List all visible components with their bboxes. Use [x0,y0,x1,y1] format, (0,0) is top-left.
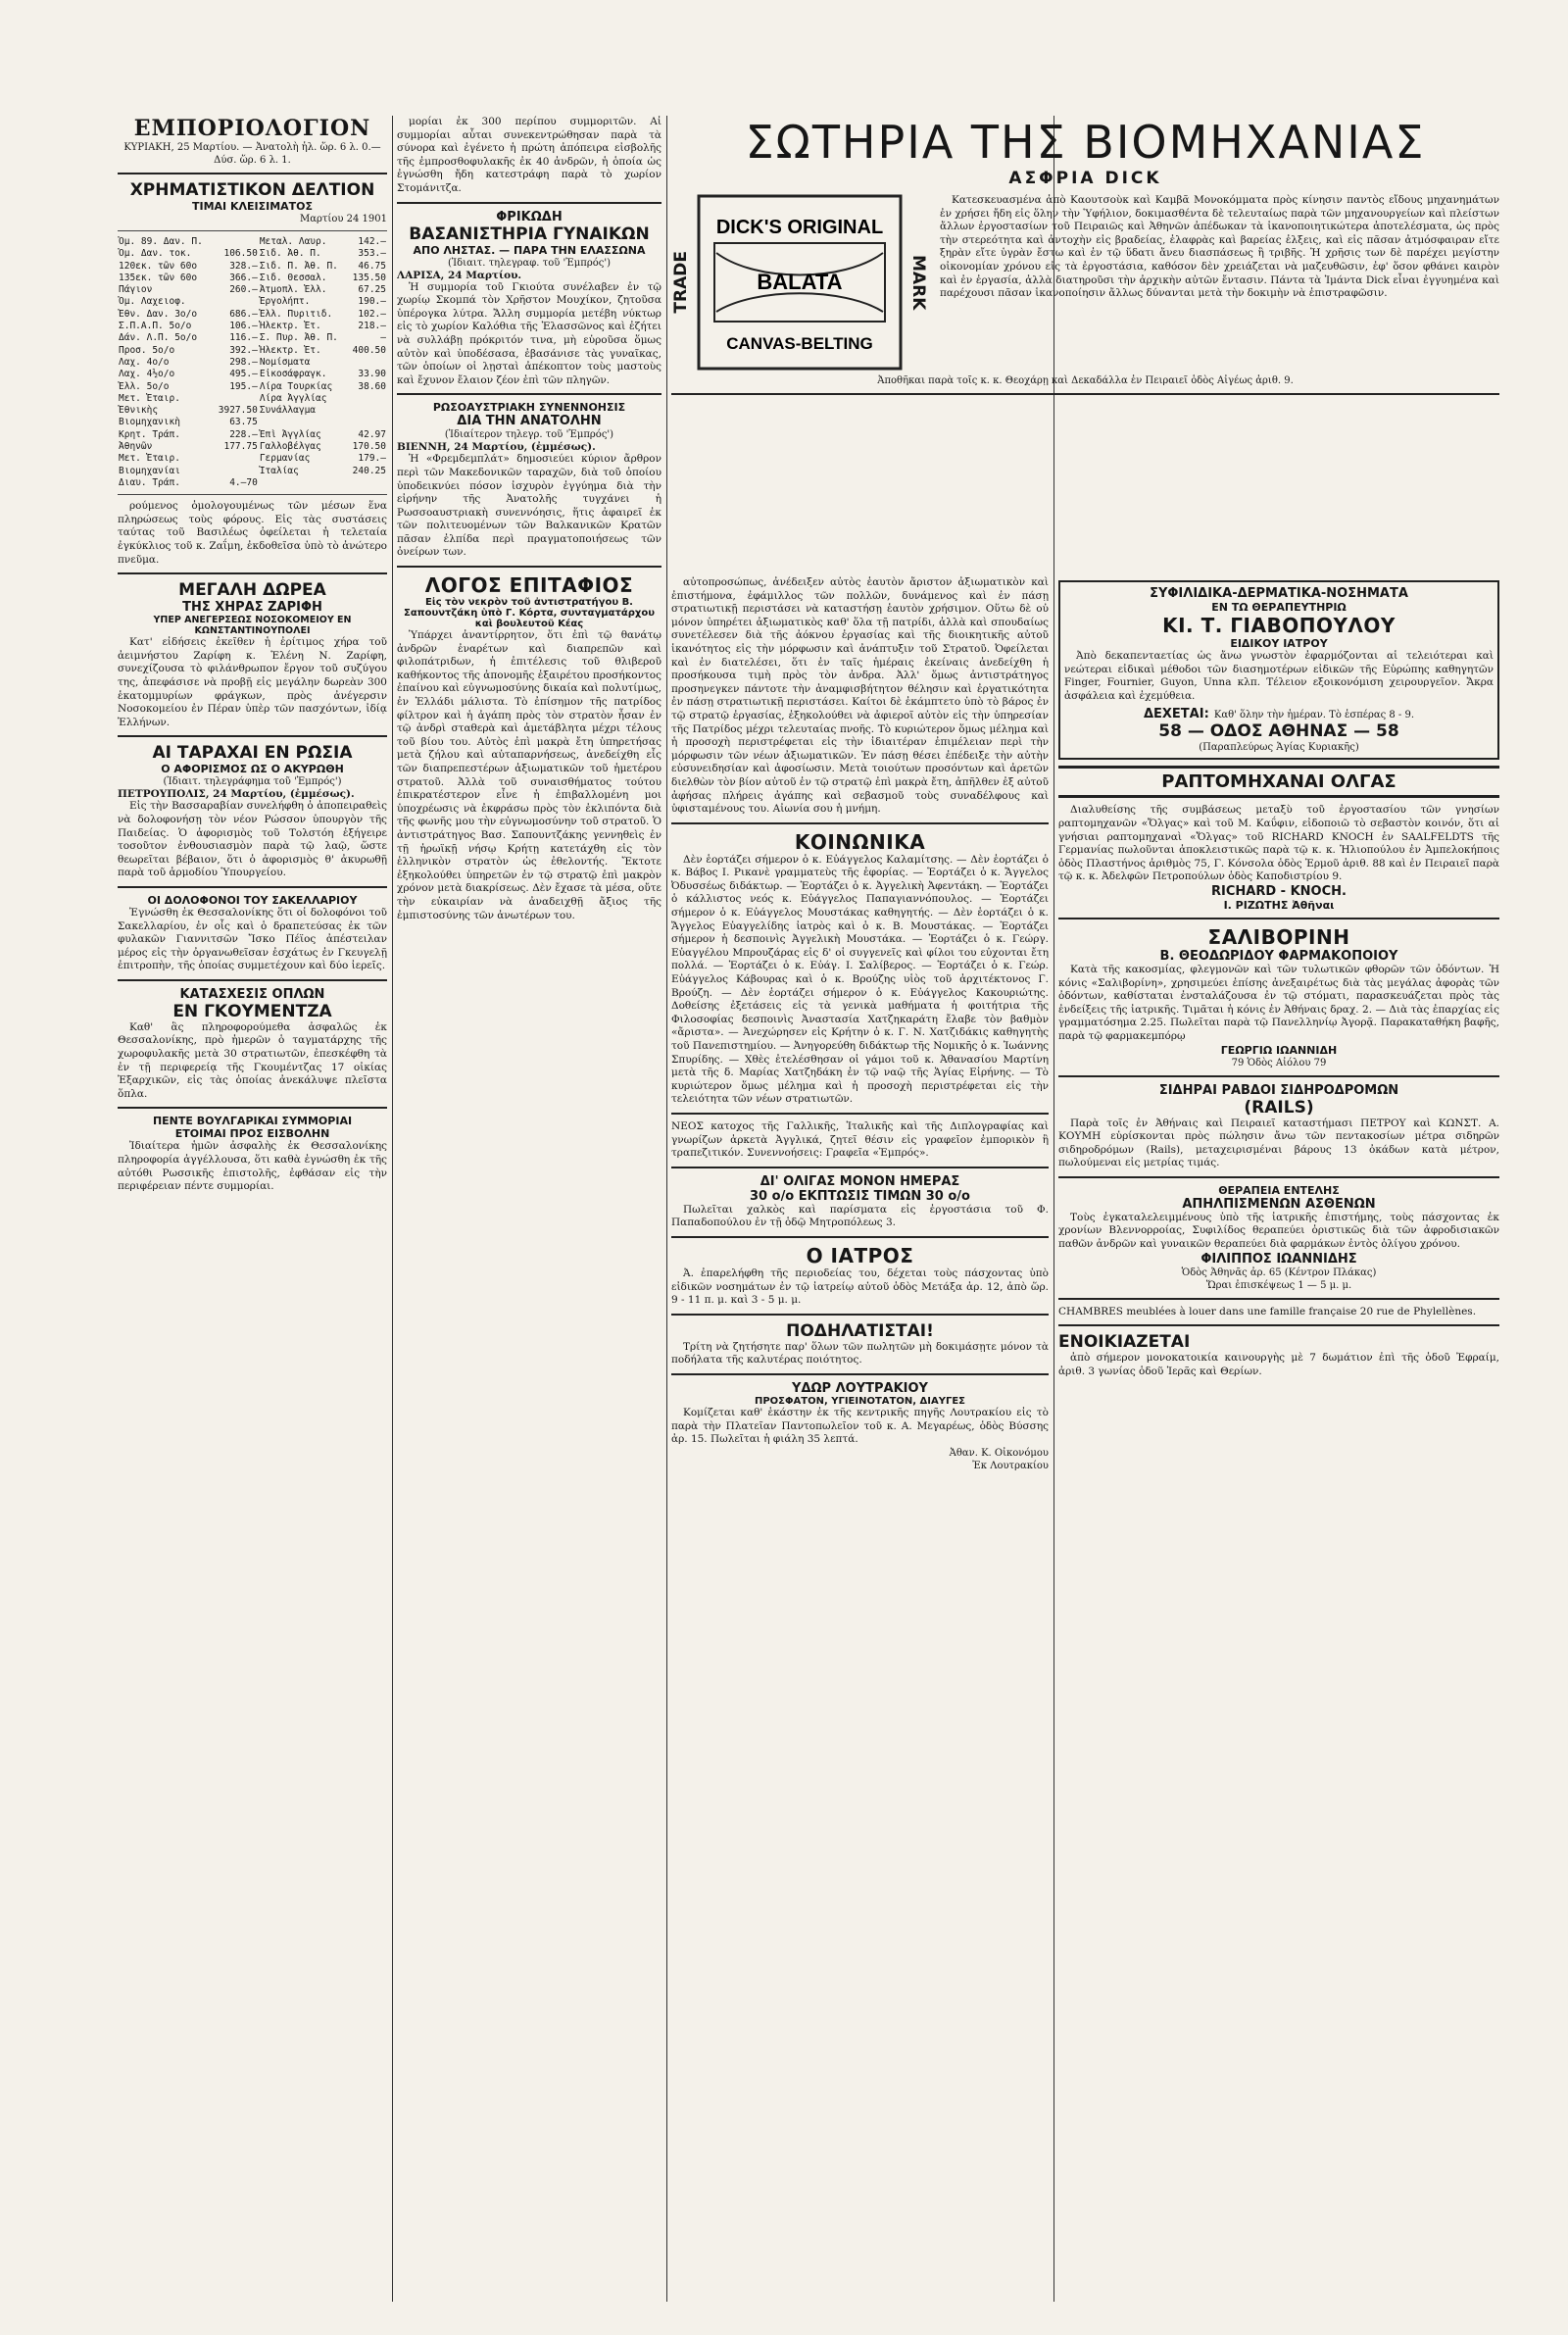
therapeia-hours: Ὥραι ἐπισκέψεως 1 — 5 μ. μ. [1205,1279,1352,1291]
market-row [118,357,387,369]
florodi-title: ΒΑΣΑΝΙΣΤΗΡΙΑ ΓΥΝΑΙΚΩΝ [409,224,650,244]
banner-title: ΣΩΤΗΡΙΑ ΤΗΣ ΒΙΟΜΗΧΑΝΙΑΣ [745,116,1426,169]
market-value [213,236,259,248]
column-3 [671,576,1049,2302]
market-label: 135εκ. τῶν 60ο [119,272,198,283]
market-value: — [380,332,386,344]
market-row [118,273,387,284]
rails-title: ΣΙΔΗΡΑΙ ΡΑΒΔΟΙ ΣΙΔΗΡΟΔΡΟΜΩΝ [1158,1082,1399,1098]
fylax-title: ΣΥΦΙΛΙΔΙΚΑ-ΔΕΡΜΑΤΙΚΑ-ΝΟΣΗΜΑΤΑ [1150,586,1408,601]
market-label: Ἑλλ. Πυριτιδ. [259,308,333,320]
russia-title: ΑΙ ΤΑΡΑΧΑΙ ΕΝ ΡΩΣΙΑ [152,743,353,764]
market-label: Ἐθν. Δαν. 3ο/ο [119,308,198,320]
market-value: 106.— [229,321,258,332]
market-value: 218.— [358,321,386,332]
bulgar-body: Ἰδιαίτερα ἡμῶν ἀσφαλὴς ἐκ Θεσσαλονίκης πληροφορία ἀγγέλλουσα, ὅτι καθὰ ἐγνώσθη ἐκ τῆς αὐτόθι Ρωσσικῆς ἐπιστολῆς, ἐφθάσαν εἰς τὴν περιφέρειαν πέντε συμμορίαι. [118,1140,387,1193]
trade-mark-right: MARK [908,254,928,311]
dorea-title: ΜΕΓΑΛΗ ΔΩΡΕΑ [178,580,326,601]
dick-logo-icon [697,194,903,371]
market-value: 106.50 [223,248,258,260]
market-label: Ἰταλίας [259,465,299,476]
koinonika-title: ΚΟΙΝΩΝΙΚΑ [794,829,926,854]
market-row [118,345,387,357]
market-row [118,321,387,332]
market-value [213,393,259,405]
market-row [118,441,387,453]
market-value: 4.—70 [229,476,258,488]
logos-body: Ὑπάρχει ἀναντίρρητον, ὅτι ἐπὶ τῷ θανάτῳ ἀνδρῶν ἐναρέτων καὶ διαπρεπῶν καὶ φιλοπάτριδων, ἡ ἐπιτέλεσις τοῦ θλιβεροῦ καθήκοντος τῆς ἀπονομῆς ἐξαιρέτου προσήκοντος ἐπαίνου καὶ εὐγνωμοσύνης δικαία καὶ πολυτίμως, ἐν Ἑλλάδι μάλιστα. Τὸ ἐπίσημον τῆς πατρίδος φίλτρον καὶ ἡ ἀγάπη πρὸς τὸν στρατὸν ἦσαν ἐν τῷ ἀνδρὶ σταθερὰ καὶ ἀμετάβλητα μέχρι τέλους τοῦ βίου του. Αὐτὸς ἐπὶ μακρὰ ἔτη ὑπηρετήσας μετὰ ζήλου καὶ αὐταπαρνήσεως, ἀνεδείχθη εἷς τῶν διαπρεπεστέρων ἀξιωματικῶν τοῦ ἡμετέρου στρατοῦ. Ἀλλὰ τοῦ συναισθήματος τούτου ἐπικρατέστερον εἶνε ἡ ἐπιβαλλομένη μοι ὑποχρέωσις νὰ ἐκφράσω πρὸς τὸν ἐκλιπόντα διὰ τῆς φωνῆς μου τὴν εὐγνωμοσύνην τοῦ στρατοῦ. Ὁ ἀντιστράτηγος Βασ. Σαπουντζάκης γεννηθεὶς ἐν τῇ ἡρωϊκῇ νήσῳ Κρήτῃ κατετάχθη εἰς τὸν ἑλληνικὸν στρατὸν ὡς ἐθελοντής. Ἔκτοτε ἐξηκολούθει ὑπηρετῶν ἐν τῷ στρατῷ ἐπὶ μακρὸν χρόνον μετὰ διακρίσεως. Δὲν ἔχασε τὰ μέσα, οὔτε τὴν εὐκαιρίαν νὰ ἀναδειχθῇ ἄξιος τῆς ἐμπιστοσύνης τῶν ἀνωτέρων του. [397,629,662,921]
market-label: 120εκ. τῶν 60ο [119,260,198,272]
market-row [118,296,387,308]
market-label: Συνάλλαγμα [259,405,317,417]
market-date: Μαρτίου 24 1901 [300,214,387,224]
market-table [118,236,387,489]
therapeia-title: ΘΕΡΑΠΕΙΑ ΕΝΤΕΛΗΣ [1218,1183,1340,1197]
market-value [348,393,387,405]
salivorini-address: 79 Ὁδὸς Αἰόλου 79 [1231,1057,1327,1068]
therapeia-subtitle: ΑΠΗΛΠΙΣΜΕΝΩΝ ΑΣΘΕΝΩΝ [1182,1196,1376,1212]
banner-subtitle: ΑΣΦΡΙΑ DICK [1008,169,1162,188]
market-value [348,357,387,369]
market-value: 495.— [229,369,258,380]
market-value: 42.97 [358,428,386,440]
florodi-body: Ἡ συμμορία τοῦ Γκιούτα συνέλαβεν ἐν τῷ χωρίῳ Σκομπά τὸν Χρῆστον Μουχίκον, ζητοῦσα ὑπέρογκα λύτρα. Ἄλλη συμμορία μετέβη νύκτωρ εἰς τὸ χωρίον Καλόθια τῆς Ἐλασσῶνος καὶ ἐζήτει νὰ συλλάβῃ πρόκριτόν τινα, μὴ εὑροῦσα ὅμως αὐτὸν καὶ ὑποδέσασα, ἐβασάνισε τὰς γυναῖκας, τῶν ὁποίων οἱ λῃσταὶ ἀπέκοπτον τοὺς μαστοὺς καὶ ἔχυνον ἔλαιον ζέον ἐπὶ τῶν πληγῶν. [397,280,662,386]
column-1 [118,116,387,2302]
loutrakiou-subtitle: ΠΡΟΣΦΑΤΟΝ, ΥΓΙΕΙΝΟΤΑΤΟΝ, ΔΙΑΥΓΕΣ [754,1395,965,1407]
logos-title: ΛΟΓΟΣ ΕΠΙΤΑΦΙΟΣ [424,573,634,598]
rossia-intro: (Ἰδιαίτερον τηλεγρ. τοῦ 'Ἐμπρός') [444,429,614,441]
market-value: 116.— [229,332,258,344]
market-value: 179.— [358,453,386,465]
market-label: Ὁμ. 89. Δαν. Π. [119,236,203,247]
loutrakiou-signature-sub: Ἐκ Λουτρακίου [972,1460,1049,1471]
dorea-head: ΥΠΕΡ ΑΝΕΓΕΡΣΕΩΣ ΝΟΣΟΚΟΜΕΙΟΥ ΕΝ ΚΩΝΣΤΑΝΤΙΝΟΥΠΟΛΕΙ [153,615,352,637]
market-label: Μεταλ. Λαυρ. [259,236,327,247]
market-label [259,477,348,489]
market-label: Ἀτμοπλ. Ἑλλ. [259,284,327,296]
intro-text: μορίαι ἐκ 300 περίπου συμμοριτῶν. Αἱ συμμορίαι αὗται συνεκεντρώθησαν παρὰ τὰ σύνορα καὶ ἐγένετο ἡ πρώτη ἀπόπειρα εἰσβολῆς τῆς ἐμπροσθοφυλακῆς ἐκ 40 ἀνδρῶν, ἡ ὁποία ὡς ἐγνώσθη ἤδη κατεστράφη παρὰ τὸ χωρίον Στομάνιτζα. [397,116,662,194]
rossia-subtitle: ΔΙΑ ΤΗΝ ΑΝΑΤΟΛΗΝ [457,414,602,429]
dorea-subtitle: ΤΗΣ ΧΗΡΑΣ ΖΑΡΙΦΗ [182,600,322,616]
oligas-subtitle: 30 ο/ο ΕΚΠΤΩΣΙΣ ΤΙΜΩΝ 30 ο/ο [750,1188,970,1204]
salivorini-body: Κατὰ τῆς κακοσμίας, φλεγμονῶν καὶ τῶν τυλωτικῶν φθορῶν τῶν ὀδόντων. Ἡ κόνις «Σαλιβορίνη», χρησιμεύει ἐπίσης ἀνεξαιρέτως διὰ τὰς μεγάλας ἀφορὰς τῶν ὀδόντων, καθίσταται ἐνσταλάζουσα ἐν τῷ στόματι, παρασκευάζεται πρὸς τὰς ἐνδείξεις τῆς ἰατρικῆς. Τιμᾶται ἡ κόνις ἐν Ἀθήναις δραχ. 2. — Διὰ τὰς ἐπαρχίας εἰς γραμματόσημα 2.25. Πωλεῖται παρὰ τῷ Πανελληνίῳ Ἀγορᾷ. Παρακαταθήκη βαφῆς, παρὰ τῷ φαρμακεμπόρῳ [1058,963,1499,1042]
market-value: 142.— [358,236,386,247]
market-row [118,466,387,477]
rossia-body: Ἡ «Φρεμδεμπλάτ» δημοσιεύει κύριον ἄρθρον περὶ τῶν Μακεδονικῶν ταραχῶν, διὰ τοῦ ὁποίου ὑποδεικνύει πόσον ἰσχυρὸν ἐγγύημα διὰ τὴν εἰρήνην τῆς Ἀνατολῆς τυγχάνει ἡ Ρωσσοαυστριακὴ συνεννόησις, ἥτις ἀφαιρεῖ ἐκ τῶν πολιτευομένων τῶν Βαλκανικῶν Κρατῶν πᾶσαν ἐλπίδα περὶ πραγματοποιήσεως τῶν ὀνείρων των. [397,453,662,559]
market-title: ΧΡΗΜΑΤΙΣΤΙΚΟΝ ΔΕΛΤΙΟΝ [129,180,375,200]
weapons-title: ΚΑΤΑΣΧΕΣΙΣ ΟΠΛΩΝ [179,986,325,1002]
market-label: Γερμανίας [259,453,311,465]
sakellari-title: ΟΙ ΔΟΛΟΦΟΝΟΙ ΤΟΥ ΣΑΚΕΛΛΑΡΙΟΥ [147,893,358,907]
therapeia-name: ΦΙΛΙΠΠΟΣ ΙΩΑΝΝΙΔΗΣ [1200,1251,1357,1267]
raptomichanai-agent: Ι. ΡΙΖΩΤΗΣ Ἀθῆναι [1223,898,1335,912]
fylax-address: 58 — ΟΔΟΣ ΑΘΗΝΑΣ — 58 [1158,721,1399,742]
market-label: Δάν. Λ.Π. 5ο/ο [119,332,198,344]
loutrakiou-body: Κομίζεται καθ' ἑκάστην ἐκ τῆς κεντρικῆς πηγῆς Λουτρακίου εἰς τὸ παρὰ τὴν Πλατεῖαν Παντοπωλεῖον τοῦ κ. Α. Μεγαρέως, ὁδὸς Βύσσης ἀρ. 15. Πωλεῖται ἡ φιάλη 35 λεπτά. [671,1406,1049,1446]
russia-dateline: ΠΕΤΡΟΥΠΟΛΙΣ, 24 Μαρτίου, (ἐμμέσως). [118,788,355,801]
rossia-title: ΡΩΣΟΑΥΣΤΡΙΑΚΗ ΣΥΝΕΝΝΟΗΣΙΣ [432,401,626,415]
florodi-subtitle: ΑΠΟ ΛΗΣΤΑΣ. — ΠΑΡΑ ΤΗΝ ΕΛΑΣΣΩΝΑ [413,243,646,257]
column-4 [1058,576,1499,2302]
market-row [118,332,387,344]
oligas-body: Πωλεῖται χαλκὸς καὶ παρίσματα εἰς ἐργοστάσια τοῦ Φ. Παπαδοπούλου ἐν τῇ ὁδῷ Μητροπόλεως 3. [671,1203,1049,1229]
market-label: Λίρα Τουρκίας [259,380,333,392]
market-row [118,284,387,296]
russia-subtitle: Ο ΑΦΟΡΙΣΜΟΣ ΩΣ Ο ΑΚΥΡΩΘΗ [161,763,344,776]
market-value: 392.— [229,344,258,356]
market-value [348,405,387,417]
market-value: 46.75 [358,260,386,272]
logos-subtitle: Εἰς τὸν νεκρὸν τοῦ ἀντιστρατήγου Β. Σαπουντζάκη ὑπὸ Γ. Κόρτα, συνταγματάρχου καὶ βουλευτοῦ Κέας [403,597,655,630]
market-value: 328.— [229,260,258,272]
market-label: Μετ. Ἑταιρ. [119,392,180,404]
column-rule [666,116,667,2302]
dorea-body: Κατ' εἰδήσεις ἐκεῖθεν ἡ ἐρίτιμος χήρα τοῦ ἀειμνήστου Ζαρίφη κ. Ἑλένη Ν. Ζαρίφη, συνεχίζουσα τὸ φιλάνθρωπον ἔργον τοῦ συζύγου της, ἀπεφάσισε νὰ προβῇ εἰς μεγάλην δωρεὰν 300 ἑκατομμυρίων φράγκων, πρὸς ἀνέγερσιν Νοσοκομείου ἐν Πέραν ὑπὲρ τῶν πασχόντων, ἰδίᾳ Ἑλλήνων. [118,636,387,728]
podilatistai-title: ΠΟΔΗΛΑΤΙΣΤΑΙ! [786,1320,934,1341]
market-value [348,417,387,428]
fylax-subtitle: ΕΝ ΤΩ ΘΕΡΑΠΕΥΤΗΡΙΩ [1211,601,1347,614]
market-label: Σιδ. Θεσσαλ. [259,272,327,283]
florodi-intro: (Ἰδιαιτ. τηλεγραφ. τοῦ 'Ἐμπρός') [448,257,611,269]
market-value: 67.25 [358,284,386,296]
market-value: 400.50 [352,344,386,356]
dick-banner [671,116,1499,571]
russia-body: Εἰς τὴν Βασσαραβίαν συνελήφθη ὁ ἀποπειραθεὶς νὰ δολοφονήσῃ τὸν νέον Ρώσσον ὑπουργὸν τῆς Παιδείας. Ὁ ἀφορισμὸς τοῦ Τολστόη ἐξήγειρε τοσοῦτον ἐνθουσιασμὸν παρὰ τῷ λαῷ, ὥστε θεωρεῖται βέβαιον, ὅτι ὁ ἀφορισμὸς θ' ἀκυρωθῇ παρὰ τοῦ ἁρμοδίου Ὑπουργείου. [118,800,387,879]
market-row [118,369,387,380]
market-label: Ἐθνικὴς [119,405,159,417]
market-label: Γαλλοβέλγας [259,441,321,453]
sakellari-body: Ἐγνώσθη ἐκ Θεσσαλονίκης ὅτι οἱ δολοφόνοι τοῦ Σακελλαρίου, ἐν οἷς καὶ ὁ δραπετεύσας ἐκ τῶν φυλακῶν Γιαννιτσῶν Ἴσκο Πέϊος ἀπέστειλαν μέρος εἰς τὴν ὀργανωθεῖσαν ἐσχάτως ἐν Γκευγελῇ ἐπιτροπὴν, τῆς ὁποίας συμμετέχουν καὶ δύο ἱερεῖς. [118,906,387,972]
market-value: 260.— [229,284,258,296]
weapons-body: Καθ' ἃς πληροφορούμεθα ἀσφαλῶς ἐκ Θεσσαλονίκης, πρὸ ἡμερῶν ὁ ταγματάρχης τῆς χωροφυλακῆς μετὰ 30 στρατιωτῶν, ἐπεσκέφθη τὰ ἐν τῇ περιφερείᾳ τῆς Γκουμέντζας 17 οἰκίας Ἐξαρχικῶν, εἰς τὰς ὁποίας ἀνεκάλυψε πλεῖστα ὅπλα. [118,1020,387,1100]
weapons-subtitle: ΕΝ ΓΚΟΥΜΕΝΤΖΑ [172,1001,332,1021]
market-row [118,477,387,489]
market-row [118,261,387,273]
fylax-body: Ἀπὸ δεκαπενταετίας ὡς ἄνω γνωστὸν ἐφαρμόζονται αἱ τελειότεραι καὶ νεώτεραι εἰδικαὶ μέθοδοι τῶν διασημοτέρων εἰδικῶν τῆς Εὐρώπης καθηγητῶν Finger, Fournier, Guyon, Unna κλπ. Τέλειον εξοικονόμιση χειρουργεῖον. Ἄκρα ἀσφάλεια καὶ ἐχεμύθεια. [1064,650,1494,702]
market-row [118,236,387,248]
market-value: 353.— [358,248,386,260]
bulgar-title: ΠΕΝΤΕ ΒΟΥΛΓΑΡΙΚΑΙ ΣΥΜΜΟΡΙΑΙ [152,1115,353,1128]
fylax-hours: Καθ' ὅλην τὴν ἡμέραν. Τὸ ἑσπέρας 8 - 9. [1213,710,1415,721]
trade-mark-inner: BALATA [757,270,843,294]
market-row [118,405,387,417]
raptomichanai-body: Διαλυθείσης τῆς συμβάσεως μεταξὺ τοῦ ἐργοστασίου τῶν γνησίων ραπτομηχανῶν «Ὄλγας» καὶ τοῦ Μ. Καΰφιν, εἰδοποιῶ τὸ σεβαστὸν κοινόν, ὅτι αἱ γνήσιαι ραπτομηχαναὶ «Ὄλγας» τοῦ RICHARD KNOCH ἐν SAALFELDTS τῆς Γερμανίας πωλοῦνται ἀποκλειστικῶς παρὰ τῷ κ. κ. Ἡλιοπούλου ἐν Ἀμπελοκήποις ὁδὸς Πλαστήνος ἀριθμὸς 75, Γ. Κόνσολα ὁδὸς Ἑρμοῦ ἀριθ. 88 καὶ ἐν Πειραιεῖ παρὰ τῷ κ. κ. Ἀδελφῶν Πετροπούλων ὁδὸς Καποδιστρίου 9. [1058,804,1499,883]
market-value [213,466,259,477]
enoikiazetai-body: ἀπὸ σήμερον μονοκατοικία καινουργὴς μὲ 7 δωμάτιον ἐπὶ τῆς ὁδοῦ Ἐφραίμ, ἀριθ. 3 γωνίας ὁδοῦ Ἱερᾶς καὶ Θερίων. [1058,1352,1499,1377]
fylax-name: ΚΙ. Τ. ΓΙΑΒΟΠΟΥΛΟΥ [1162,614,1396,637]
market-label: Λαχ. 4½ο/ο [119,369,175,380]
koinonika-body: Δὲν ἑορτάζει σήμερον ὁ κ. Εὐάγγελος Καλαμίτσης. — Δὲν ἑορτάζει ὁ κ. Βάβος Ι. Ρικανὲ γραμματεὺς τῆς ἐφορίας. — Ἑορτάζει ὁ κ. Ἄγγελος Ὀδυσσέως διδάκτωρ. — Ἑορτάζει ὁ κ. Ἀγγελικὴ Ἀφεντάκη. — Ἑορτάζει ὁ κάλλιστος νεός κ. Εὐάγγελος Παπαγιαννόπουλος. — Ἑορτάζει σήμερον ὁ κ. Εὐάγγελος Μουστάκας καθηγητής. — Δὲν ἑορτάζει ὁ κ. Ἄγγελος Εὐαγγελίδης ἰατρὸς καὶ ὁ κ. Β. Μουστάκας. — Ἑορτάζει σήμερον ἡ δεσποινὶς Ἀγγελικὴ Μουστάκα. — Ἑορτάζει ὁ κ. Γεώργ. Εὐαγγέλου Μπρουζάρας εἰς δ' οἱ συγγενεῖς καὶ φίλοι του εὐχονται ἔτη πολλά. — Ἑορτάζει ὁ κ. Εὐάγ. Ι. Σαλίβερος. — Ἑορτάζει ὁ κ. Γεώρ. Εὐάγγελος Κάβουρας καὶ ὁ κ. Βρούζης υἱὸς τοῦ ἀρχιτέκτονος Γ. Βρούζη. — Δὲν ἑορτάζει σήμερον ὁ κ. Εὐάγγελος Κακουριώτης. Δοθείσης ἐξετάσεις εἰς τὰ γενικὰ μαθήματα ἡ φοιτήτρια τῆς Φιλοσοφίας δεσποινὶς Ἀναστασία Χατζηκαράτη ἔλαβε τὸν βαθμὸν «ἄριστα». — Ἀνεχώρησεν εἰς Κρήτην ὁ κ. Γ. Ν. Χατζιδάκις καθηγητὴς τοῦ Πανεπιστημίου. — Ἀνηγορεύθη διδάκτωρ τῆς Νομικῆς ὁ κ. Ἰωάννης Σπυρίδης. — Χθὲς ἐτελέσθησαν οἱ γάμοι τοῦ κ. Ἀθανασίου Μαρτίνη μετὰ τῆς δ. Μαρίας Χατζηδάκη ἐν τῷ ναῷ τῆς Ἁγίας Εἰρήνης. — Τὸ κυριώτερον ὅμως μέλημα καὶ ἡ προσοχὴ περιστρέφεται εἰς τὴν τελειότητα τῶν νέων στρατιωτῶν. [671,853,1049,1106]
column-rule [392,116,393,2302]
market-value: 177.75 [223,441,258,453]
market-value: 686.— [229,308,258,320]
russia-intro: (Ἰδιαιτ. τηλεγράφημα τοῦ 'Ἐμπρός') [163,776,342,788]
market-value: 3927.50 [218,405,258,417]
iatros-title: Ο ΙΑΤΡΟΣ [806,1243,914,1267]
market-label: Σ. Πυρ. Ἀθ. Π. [259,332,338,344]
market-label: Ὁμ. Δαν. τοκ. [119,248,192,260]
market-subtitle: ΤΙΜΑΙ ΚΛΕΙΣΙΜΑΤΟΣ [191,200,314,213]
market-label: Σ.Π.Α.Π. 5ο/ο [119,321,192,332]
salivorini-dealer: ΓΕΩΡΓΙΩ ΙΩΑΝΝΙΔΗ [1220,1043,1338,1057]
trade-mark-lower: CANVAS-BELTING [726,334,873,353]
market-value: 63.75 [229,417,258,428]
market-label: Ἀθηνῶν [119,441,153,453]
masthead-title: ΕΜΠΟΡΙΟΛΟΓΙΟΝ [133,116,371,141]
market-label: Σιδ. Π. Ἀθ. Π. [259,260,338,272]
enoikiazetai-title: ΕΝΟΙΚΙΑΖΕΤΑΙ [1058,1332,1191,1353]
rossia-dateline: ΒΙΕΝΝΗ, 24 Μαρτίου, (ἐμμέσως). [397,441,596,454]
raptomichanai-title: ΡΑΠΤΟΜΗΧΑΝΑΙ ΟΛΓΑΣ [1058,766,1499,798]
market-label: Ἠλεκτρ. Ἑτ. [259,344,321,356]
market-label: Κρητ. Τράπ. [119,428,180,440]
newspaper-page [118,116,1519,2302]
banner-body: Κατεσκευασμένα ἀπὸ Καουτσοὺκ καὶ Καμβᾶ Μονοκόμματα πρὸς κίνησιν παντὸς εἴδους μηχανημάτων ἐν χρήσει ἤδη εἰς ὅλην τὴν Ὑφήλιον, δοκιμασθέντα δὲ τελευταίως παρὰ τῶν μηχανουργείων καὶ πλείστων ἄλλων ἐργοστασίων τοῦ Πειραιῶς καὶ Ἀθηνῶν ἀπέδωκαν τὰ ἱκανοποιητικώτερα ἀποτελέσματα, ὡς πρὸς τὴν στερεότητα καὶ ἀντοχὴν εἰς βραδείας, ἐλαφρὰς καὶ βαρείας ἐλξεις, καὶ εἰς πᾶσαν ἀτμόσφαιραν εἴτε ξηρὰν εἴτε ὑγρὰν ἔστω καὶ ἐν τῷ ὕδατι ἄνευ διασπάσεως ἢ τριβῆς. Ἡ χρῆσις των δὲ παρέχει μεγίστην οἰκονομίαν χρόνου εἰς τὰ ἐργοστάσια, καθόσον δὲν χρειάζεται νὰ μαζευθῶσιν, ἐφ' ὅσον φθάνει καιρὸν καὶ ἐν ἐργασία, ἀλλὰ διατηροῦσι τὴν ἀρχικὴν αὐτῶν ἔντασιν. Πάντα τὰ Ἱμάντα Dick εἶναι ἐγγυημένα καὶ παρέχουσι πᾶσαν ἱκανοποίησιν ἄλλως δύνανται μετὰ τὴν δοκιμὴν νὰ ἐπιστραφῶσιν. [940,194,1499,300]
market-row [118,309,387,321]
market-row [118,417,387,428]
loutrakiou-title: ΥΔΩΡ ΛΟΥΤΡΑΚΙΟΥ [792,1380,928,1396]
market-value: 366.— [229,272,258,283]
market-label: Μετ. Ἑταιρ. [119,453,180,465]
market-value: 33.90 [358,369,386,380]
podilatistai-body: Τρίτη νὰ ζητήσητε παρ' ὅλων τῶν πωλητῶν μὴ δοκιμάσῃτε μόνον τὰ ποδήλατα τῆς καλυτέρας ποιότητος. [671,1340,1049,1366]
fylax-ad [1058,580,1499,760]
column-2 [397,116,662,2302]
market-value: 195.— [229,380,258,392]
market-label: Διαυ. Τράπ. [119,476,180,488]
trade-mark [671,194,928,371]
market-label: Βιομηχανίαι [119,465,180,476]
florodi-dateline: ΛΑΡΙΣΑ, 24 Μαρτίου. [397,269,522,281]
date-line: ΚΥΡΙΑΚΗ, 25 Μαρτίου. — Ἀνατολὴ ἡλ. ὥρ. 6 λ. 0.—Δύσ. ὥρ. 6 λ. 1. [123,142,381,166]
chambres-ad: CHAMBRES meublées à louer dans une famille française 20 rue de Phylellènes. [1058,1305,1477,1317]
market-value: 170.50 [352,441,386,453]
therapeia-body: Τοὺς ἐγκαταλελειμμένους ὑπὸ τῆς ἰατρικῆς ἐπιστήμης, τοὺς πάσχοντας ἐκ χρονίων Βλεννορροίας, Συφιλίδος θεραπεύει ὁριστικῶς διὰ τῶν ἀφροδισιακῶν παθῶν ἀνδρῶν καὶ γυναικῶν θεραπεύει διὰ φαρμάκων ἐντὸς ὀλίγου χρόνου. [1058,1211,1499,1251]
market-label: Λίρα Ἀγγλίας [259,392,327,404]
neos-ad: ΝΕΟΣ κατοχος τῆς Γαλλικῆς, Ἰταλικῆς καὶ τῆς Διπλογραφίας καὶ γνωρίζων ἀρκετὰ Ἀγγλικά, ζητεῖ θέσιν εἰς γραφεῖον ἐμπορικὸν ἢ τραπεζιτικόν. Συνεννοήσεις: Γραφεῖα «Ἐμπρός». [671,1119,1049,1160]
bulgar-subtitle: ΕΤΟΙΜΑΙ ΠΡΟΣ ΕΙΣΒΟΛΗΝ [174,1127,330,1141]
market-label: Ὁμ. Λαχειοφ. [119,296,186,308]
market-row [118,381,387,393]
market-value [213,296,259,308]
salivorini-title: ΣΑΛΙΒΟΡΙΝΗ [1207,924,1350,949]
oligas-title: ΔΙ' ΟΛΙΓΑΣ ΜΟΝΟΝ ΗΜΕΡΑΣ [760,1173,960,1189]
salivorini-subtitle: Β. ΘΕΟΔΩΡΙΔΟΥ ΦΑΡΜΑΚΟΠΟΙΟΥ [1159,948,1398,964]
market-value [213,453,259,465]
market-label: Προσ. 5ο/ο [119,344,175,356]
market-label: Ἐργολήπτ. [259,296,311,308]
fylax-address-sub: (Παραπλεύρως Ἁγίας Κυριακῆς) [1199,742,1359,754]
trade-mark-label: DICK'S ORIGINAL [715,217,884,238]
market-value: 135.50 [352,272,386,283]
market-value: 298.— [229,356,258,368]
florodi-head: ΦΡΙΚΩΔΗ [496,209,563,224]
rails-subtitle: (RAILS) [1244,1097,1314,1118]
market-label: Σιδ. Ἀθ. Π. [259,248,321,260]
fylax-spec: ΕΙΔΙΚΟΥ ΙΑΤΡΟΥ [1230,637,1328,650]
market-label: Πάγιον [119,284,153,296]
intro-text: ρούμενος ὁμολογουμένως τῶν μέσων ἕνα πληρώσεως τοὺς φόρους. Εἰς τὰς συστάσεις ταύτας τοῦ Βασιλέως ὀφείλεται ἡ τελεταία ἐγκύκλιος τοῦ κ. Ζαΐμη, ἐκδοθεῖσα ὑπὸ τὸ ἀνώτερο πνεῦμα. [118,500,387,566]
market-label: Ἐπὶ Ἀγγλίας [259,428,321,440]
market-value: 190.— [358,296,386,308]
market-value: 38.60 [358,380,386,392]
rails-body: Παρὰ τοῖς ἐν Ἀθήναις καὶ Πειραιεῖ καταστήμασι ΠΕΤΡΟΥ καὶ ΚΩΝΣΤ. Α. ΚΟΥΜΗ εὑρίσκονται πρὸς πώλησιν ἄνω τῶν πεντακοσίων μέτρα σιδηρῶν σιδηροδρόμων (Rails), μεταχειρισμέναι βάρους 13 ὀκάδων κατὰ μέτρον, πωλούμεναι εἰς μετρίας τιμάς. [1058,1117,1499,1169]
market-value: 228.— [229,428,258,440]
market-row [118,248,387,260]
fylax-hours-label: ΔΕΧΕΤΑΙ: [1143,707,1209,722]
market-row [118,429,387,441]
market-label: Βιομηχανικὴ [119,417,180,428]
market-label: Ἠλεκτρ. Ἑτ. [259,321,321,332]
market-label: Λαχ. 4ο/ο [119,356,170,368]
market-label: Εἰκοσάφραγκ. [259,369,327,380]
therapeia-address: Ὁδὸς Ἀθηνᾶς ἀρ. 65 (Κέντρον Πλάκας) [1181,1267,1377,1278]
intro-text: αὐτοπροσώπως, ἀνέδειξεν αὐτὸς ἑαυτὸν ἄριστον ἀξιωματικὸν καὶ ἐπιστήμονα, ἐφάμιλλος τῶν πολλῶν, δυνάμενος καὶ ἐν πάσῃ στρατιωτικῇ περιστάσει νὰ καταστήσῃ ἑαυτὸν χρήσιμον. Οὕτω δὲ οὐ μόνον ὑπηρέτει ἀξιωματικὸς καθ' ὅλα τῇ πατρίδι, ἀλλὰ καὶ σπουδαίως συνετέλεσεν διὰ τῆς ἀόκνου ἐργασίας καὶ τῆς διοικητικῆς αὐτοῦ ἱκανότητος εἰς τὴν μόρφωσιν καὶ ἀνάπτυξιν τοῦ Στρατοῦ. Ὀφείλεται καὶ ἐν διατελέσει, ὅτι ἐν ταῖς ἡμέραις ἐκείναις ἀνεδείχθη ἡ προσήκουσα τιμὴ πρὸς τὸν ἀνδρα. Ἀλλ' ὅμως ἀντιστράτηγος προσηνεγκεν πάντοτε τὴν ἀναμφισβήτητον θέλησιν καὶ ἐργατικότητα ἐν πάσῃ στρατιωτικῇ περιστάσει. Καίτοι δὲ ἐκάμπτετο ὑπὸ τὸ βάρος ἐν τῷ στρατῷ ἐργασίας, ἐξηκολούθει νὰ ἀφιεροῖ αὐτὸν εἰς τὴν ὑπηρεσίαν τῆς Πατρίδος μέχρι τελευταίας πνοῆς. Τὸ κυριώτερον ὅμως μέλημα καὶ ἡ προσοχὴ περιστρέφεται εἰς τὴν ἰδιαιτέραν ἐπιμέλειαν περὶ τὴν μόρφωσιν τῶν νέων ἀξιωματικῶν. Ἐν πάσῃ θέσει ἐπέδειξε τὴν αὐτὴν εὐσυνειδησίαν καὶ ἀφοσίωσιν. Μετὰ τοιούτων προσόντων καὶ ἀρετῶν διελθὼν τὸν βίον αὐτοῦ ἐν τῷ στρατῷ ἐπὶ μακρὰ ἔτη, ἀπῆλθεν ἐξ αὐτοῦ ἀφήσας πλήρεις ἀγάπης καὶ σεβασμοῦ τοὺς συναδέλφους καὶ ὑφισταμένους του. Αἰωνία σου ἡ μνήμη. [671,576,1049,816]
market-row [118,393,387,405]
market-value: 240.25 [352,465,386,476]
trade-mark-left: TRADE [671,251,691,314]
loutrakiou-signature: Ἀθαν. Κ. Οἰκονόμου [949,1447,1049,1459]
market-value [348,477,387,489]
market-value: 102.— [358,308,386,320]
iatros-body: Ἀ. ἐπαρελήφθη τῆς περιοδείας του, δέχεται τοὺς πάσχοντας ὑπὸ εἰδικῶν νοσημάτων ἐν τῷ ἰατρείῳ αὐτοῦ ὁδὸς Μετάξα ἀρ. 12, ἀπὸ ὥρ. 9 - 11 π. μ. καὶ 3 - 5 μ. μ. [671,1267,1049,1307]
market-label: Ἐλλ. 5ο/ο [119,380,170,392]
market-label [259,417,348,428]
raptomichanai-sign: RICHARD - KNOCH. [1211,883,1347,899]
market-label: Νομίσματα [259,356,311,368]
banner-footer: Ἀποθῆκαι παρὰ τοῖς κ. κ. Θεοχάρῃ καὶ Δεκαδάλλα ἐν Πειραιεῖ ὁδὸς Αἰγέως ἀριθ. 9. [877,375,1294,386]
market-row [118,453,387,465]
